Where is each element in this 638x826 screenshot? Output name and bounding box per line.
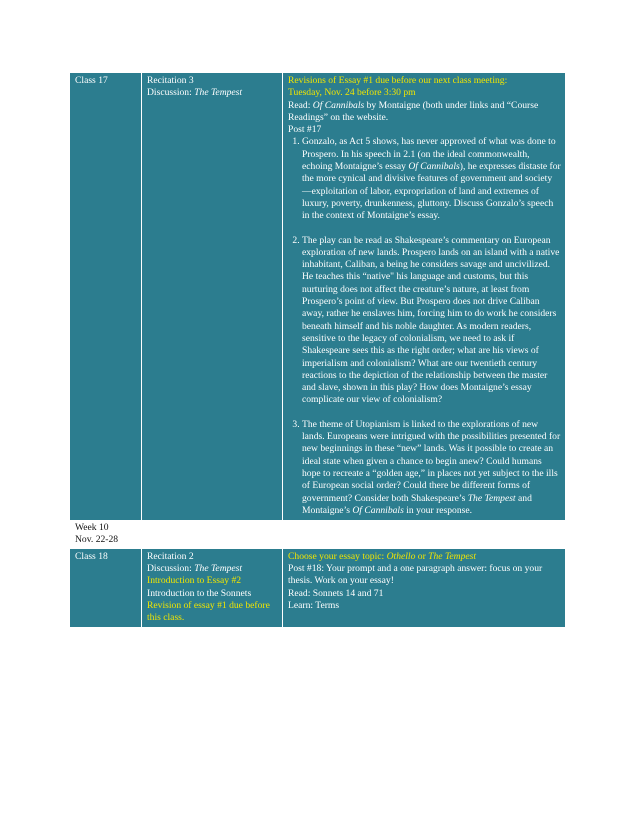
- assignment-cell: [283, 548, 566, 628]
- class-label: Class 17: [75, 75, 108, 86]
- sonnets-intro-label: Introduction to the Sonnets: [147, 587, 252, 599]
- question-item: 2. The play can be read as Shakespeare’s commentary on European exploration of new lands. Prospero lands on an island with a native inhabitant, Caliban, a being he considers savage and uncivilized. He teaches this “native" his language and customs, but this nurturing does not affect the creature’s nature, at least from Prospero’s point of view. But Prospero does not drive Caliban away, rather he enslaves him, forcing him to do work he considers beneath himself and his noble daughter. As modern readers, sensitive to the legacy of colonialism, we need to ask if Shakespeare sees this as the right order; what are his views of imperialism and colonialism? What are our twentieth century reactions to the depiction of the relationship between the master and slave, shown in this play? How does Montaigne’s essay complicate our view of colonialism?: [302, 235, 561, 407]
- question-item: 3. The theme of Utopianism is linked to the explorations of new lands. Europeans were intrigued with the possibilities presented for new beginnings in these “new” lands. Was it possible to create an ideal state when given a chance to begin anew? Could humans hope to recreate a “golden age,” in places not yet subject to the ills of European social order? Could there be different forms of government? Consider both Shakespeare’s The Tempest and Montaigne’s Of Cannibals in your response.: [302, 419, 561, 517]
- revision-due-label: Revision of essay #1 due before this class.: [147, 599, 270, 624]
- essay-topic-choice: Choose your essay topic: Othello or The Tempest: [288, 550, 477, 562]
- table-row-class-18: [70, 548, 566, 628]
- recitation-label: Recitation 2: [147, 550, 194, 562]
- learn-assignment: Learn: Terms: [288, 599, 340, 611]
- syllabus-page: [69, 72, 565, 628]
- discussion-label: Discussion: The Tempest: [147, 87, 243, 99]
- schedule-table: [69, 72, 566, 628]
- session-cell: [142, 548, 283, 628]
- reading-assignment: Read: Sonnets 14 and 71: [288, 587, 384, 599]
- revision-notice: Revisions of Essay #1 due before our next class meeting:: [288, 75, 508, 86]
- session-cell: [142, 73, 283, 521]
- class-label: Class 18: [75, 550, 108, 562]
- class-label-cell: [70, 548, 142, 628]
- week-dates: Nov. 22-28: [75, 534, 119, 546]
- week-label: Week 10: [75, 522, 109, 534]
- post-label: Post #17: [288, 124, 322, 136]
- assignment-cell: [283, 73, 566, 521]
- discussion-label: Discussion: The Tempest: [147, 562, 243, 574]
- discussion-questions: [288, 136, 561, 517]
- essay-intro-label: Introduction to Essay #2: [147, 575, 242, 587]
- post-assignment: Post #18: Your prompt and a one paragraph answer: focus on your thesis. Work on your essay!: [288, 562, 543, 587]
- table-row-class-17: [70, 73, 566, 521]
- recitation-label: Recitation 3: [147, 75, 194, 86]
- week-cell: [70, 521, 566, 549]
- reading-assignment: Read: Of Cannibals by Montaigne (both under links and “Course Readings” on the website.: [288, 99, 539, 123]
- class-label-cell: [70, 73, 142, 521]
- revision-deadline: Tuesday, Nov. 24 before 3:30 pm: [288, 87, 416, 99]
- question-item: 1. Gonzalo, as Act 5 shows, has never approved of what was done to Prospero. In his speech in 2.1 (on the ideal commonwealth, echoing Montaigne’s essay Of Cannibals), he expresses distaste for the more cynical and divisive features of government and society—exploitation of labor, expropriation of land and extremes of luxury, poverty, drunkenness, gluttony. Discuss Gonzalo’s speech in the context of Montaigne’s essay.: [302, 136, 561, 222]
- table-row-week: [70, 521, 566, 549]
